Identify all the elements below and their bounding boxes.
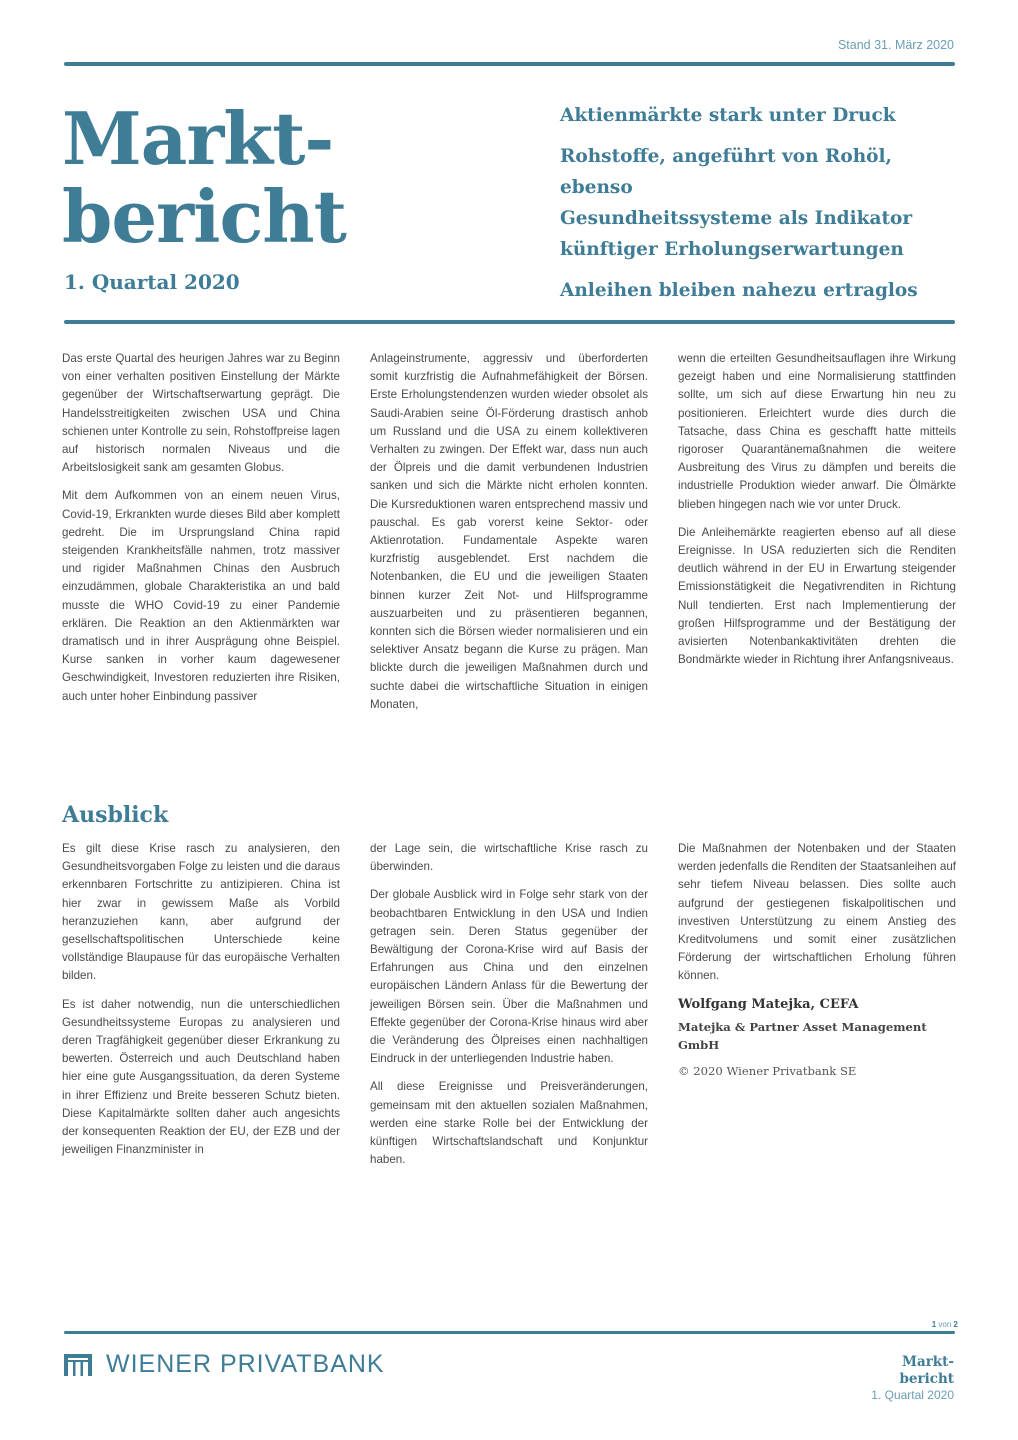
title-line-2: bericht	[62, 174, 346, 259]
brand-logo	[64, 1350, 385, 1379]
headline-list	[560, 100, 960, 306]
date-stamp: Stand 31. März 2020	[837, 38, 954, 52]
paragraph: Mit dem Aufkommen von an einem neuen Virus, Covid-19, Erkrankten wurde dieses Bild aber komplett gedreht. Die im Ursprungsland China rapid steigenden Krankheitsfälle nahmen, trotz massiver und rigider Maßnahmen Chinas den Ausbruch einzudämmen, globale Charakteristika an und bald musste die WHO Covid-19 zu einer Pandemie erklären. Die Reaktion an den Aktienmärkten war dramatisch und in ihrer Ausprägung ohne Beispiel. Kurse sanken in vorher kaum dagewesener Geschwindigkeit, Investoren reduzierten ihre Risiken, auch unter hoher Einbindung passiver	[62, 489, 340, 703]
paragraph: Es gilt diese Krise rasch zu analysieren, den Gesundheitsvorgaben Folge zu leisten und die daraus erkennbaren Fortschritte zu antizipieren. China ist hier zwar in gewissem Maße als Vorbild heranzuziehen kann, aber aufgrund der gesellschaftspolitischen Unterschiede keine vollständige Blaupause für das europäische Verhalten bilden.	[62, 842, 340, 983]
headline: Rohstoffe, angeführt von Rohöl, ebenso	[560, 146, 892, 198]
author-company: Matejka & Partner Asset Management GmbH	[678, 1019, 927, 1052]
page-total: 2	[953, 1320, 958, 1329]
paragraph: der Lage sein, die wirtschaftliche Krise rasch zu überwinden.	[370, 842, 648, 874]
footer-title-line-2: bericht	[899, 1371, 954, 1387]
paragraph: All diese Ereignisse und Preisveränderungen, gemeinsam mit den aktuellen sozialen Maßnahmen, werden eine starke Rolle bei der Entwicklung der künftigen Wirtschaftslandschaft und Konjunktur haben.	[370, 1080, 648, 1167]
author-name: Wolfgang Matejka, CEFA	[678, 996, 859, 1012]
paragraph: Die Maßnahmen der Notenbaken und der Staaten werden jedenfalls die Renditen der Staatsanleihen auf sehr tiefem Niveau belassen. Dies sollte auch aufgrund der gestiegenen fiskalpolitischen und investiven Unterstützung zu einem Anstieg des Kreditvolumens und somit einer zusätzlichen Förderung der wirtschaftlichen Erholung führen können.	[678, 842, 956, 983]
page-title	[62, 96, 346, 259]
title-line-1: Markt-	[62, 96, 334, 181]
section1-column-3	[678, 350, 956, 679]
header-divider	[64, 320, 955, 324]
footer-divider	[64, 1331, 955, 1334]
paragraph: Es ist daher notwendig, nun die unterschiedlichen Gesundheitssysteme Europas zu analysieren und deren Tragfähigkeit gegenüber dieser Erkrankung zu bewerten. Österreich und auch Deutschland haben hier eine gute Ausgangssituation, da deren Systeme in ihrer Effizienz und Breite besseren Schutz bieten. Diese Kapitalmärkte sollten daher auch angesichts der konsequenten Reaktion der EU, der EZB und der jeweiligen Finanzminister in	[62, 997, 340, 1157]
brand-name: WIENER PRIVATBANK	[106, 1350, 385, 1378]
footer-quarter: 1. Quartal 2020	[871, 1388, 954, 1402]
section2-column-2	[370, 840, 648, 1179]
section2-column-1	[62, 840, 340, 1169]
section1-column-1	[62, 350, 340, 716]
page-current: 1	[931, 1320, 937, 1329]
bank-logo-icon	[64, 1354, 92, 1376]
copyright: © 2020 Wiener Privatbank SE	[678, 1063, 857, 1078]
quarter-label: 1. Quartal 2020	[64, 270, 240, 294]
headline: Anleihen bleiben nahezu ertraglos	[560, 280, 918, 301]
paragraph: Der globale Ausblick wird in Folge sehr stark von der beobachtbaren Entwicklung in den USA und Indien getragen sein. Deren Status gegenüber der Bewältigung der Corona-Krise wird auf Basis der Erfahrungen aus China und den einzelnen europäischen Ländern Anlass für die Bewertung der jeweiligen Börsen sein. Über die Maßnahmen und Effekte gegenüber der Corona-Krise hinaus wird aber die Veränderung des Ölpreises einen nachhaltigen Eindruck in der unterliegenden Industrie haben.	[370, 888, 648, 1066]
page-separator: von	[936, 1320, 954, 1329]
headline: Aktienmärkte stark unter Druck	[560, 105, 896, 126]
paragraph: Die Anleihemärkte reagierten ebenso auf all diese Ereignisse. In USA reduzierten sich die Renditen deutlich während in der EU in Erwartung steigender Emissionstätigkeit die Negativrenditen in Richtung Null tendierten. Erst nach Implementierung der großen Hilfsprogramme und der Bestätigung der avisierten Notenbankaktivitäten drehten die Bondmärkte wieder in Richtung ihrer Anfangsniveaus.	[678, 525, 956, 667]
page-number	[932, 1320, 958, 1329]
headline: Gesundheitssysteme als Indikator künftiger Erholungserwartungen	[560, 208, 913, 260]
section2-column-3	[678, 840, 956, 1080]
footer-title	[899, 1354, 954, 1388]
paragraph: wenn die erteilten Gesundheitsauflagen ihre Wirkung gezeigt haben und eine Normalisierung stattfinden sollte, um sich auf diese Erwartung hin neu zu positionieren. Erleichtert wurde dies durch die Tatsache, dass China es geschafft hatte mitteils rigoroser Quarantänemaßnahmen die weitere Ausbreitung des Virus zu dämpfen und bereits die industrielle Produktion wieder anwarf. Die Ölmärkte blieben hingegen nach wie vor unter Druck.	[678, 352, 956, 511]
footer-title-line-1: Markt-	[902, 1354, 954, 1370]
section-heading-ausblick: Ausblick	[62, 802, 169, 828]
section1-column-2	[370, 350, 648, 724]
paragraph: Anlageinstrumente, aggressiv und überforderten somit kurzfristig die Aufnahmefähigkeit der Börsen. Erste Erholungstendenzen wurden wieder obsolet als Saudi-Arabien seine Öl-Förderung drastisch anhob um Russland und die USA zu einem kollektiveren Verhalten zu zwingen. Der Effekt war, dass nun auch der Ölpreis und die damit verbundenen Industrien sanken und sich die Märkte nicht erholen konnten. Die Kursreduktionen waren entsprechend massiv und pauschal. Es gab vorerst keine Sektor- oder Aktienrotation. Fundamentale Aspekte waren kurzfristig ausgeblendet. Erst nachdem die Notenbanken, die EU und die jeweiligen Staaten binnen kurzer Zeit Not- und Hilfsprogramme auszuarbeiten und zu präsentieren begannen, konnten sich die Börsen wieder normalisieren und ein selektiver Ansatz begann die Kurse zu prägen. Man blickte durch die jeweiligen Maßnahmen durch und suchte dabei die wirtschaftliche Situation in einigen Monaten,	[370, 352, 648, 711]
top-divider	[64, 62, 955, 66]
paragraph: Das erste Quartal des heurigen Jahres war zu Beginn von einer verhalten positiven Einstellung der Märkte gegenüber der Wirtschaftserwartung geprägt. Die Handelsstreitigkeiten zwischen USA und China schienen unter Kontrolle zu sein, Rohstoffpreise lagen auf historisch normalen Niveaus und die Arbeitslosigkeit sank am gesamten Globus.	[62, 352, 340, 475]
